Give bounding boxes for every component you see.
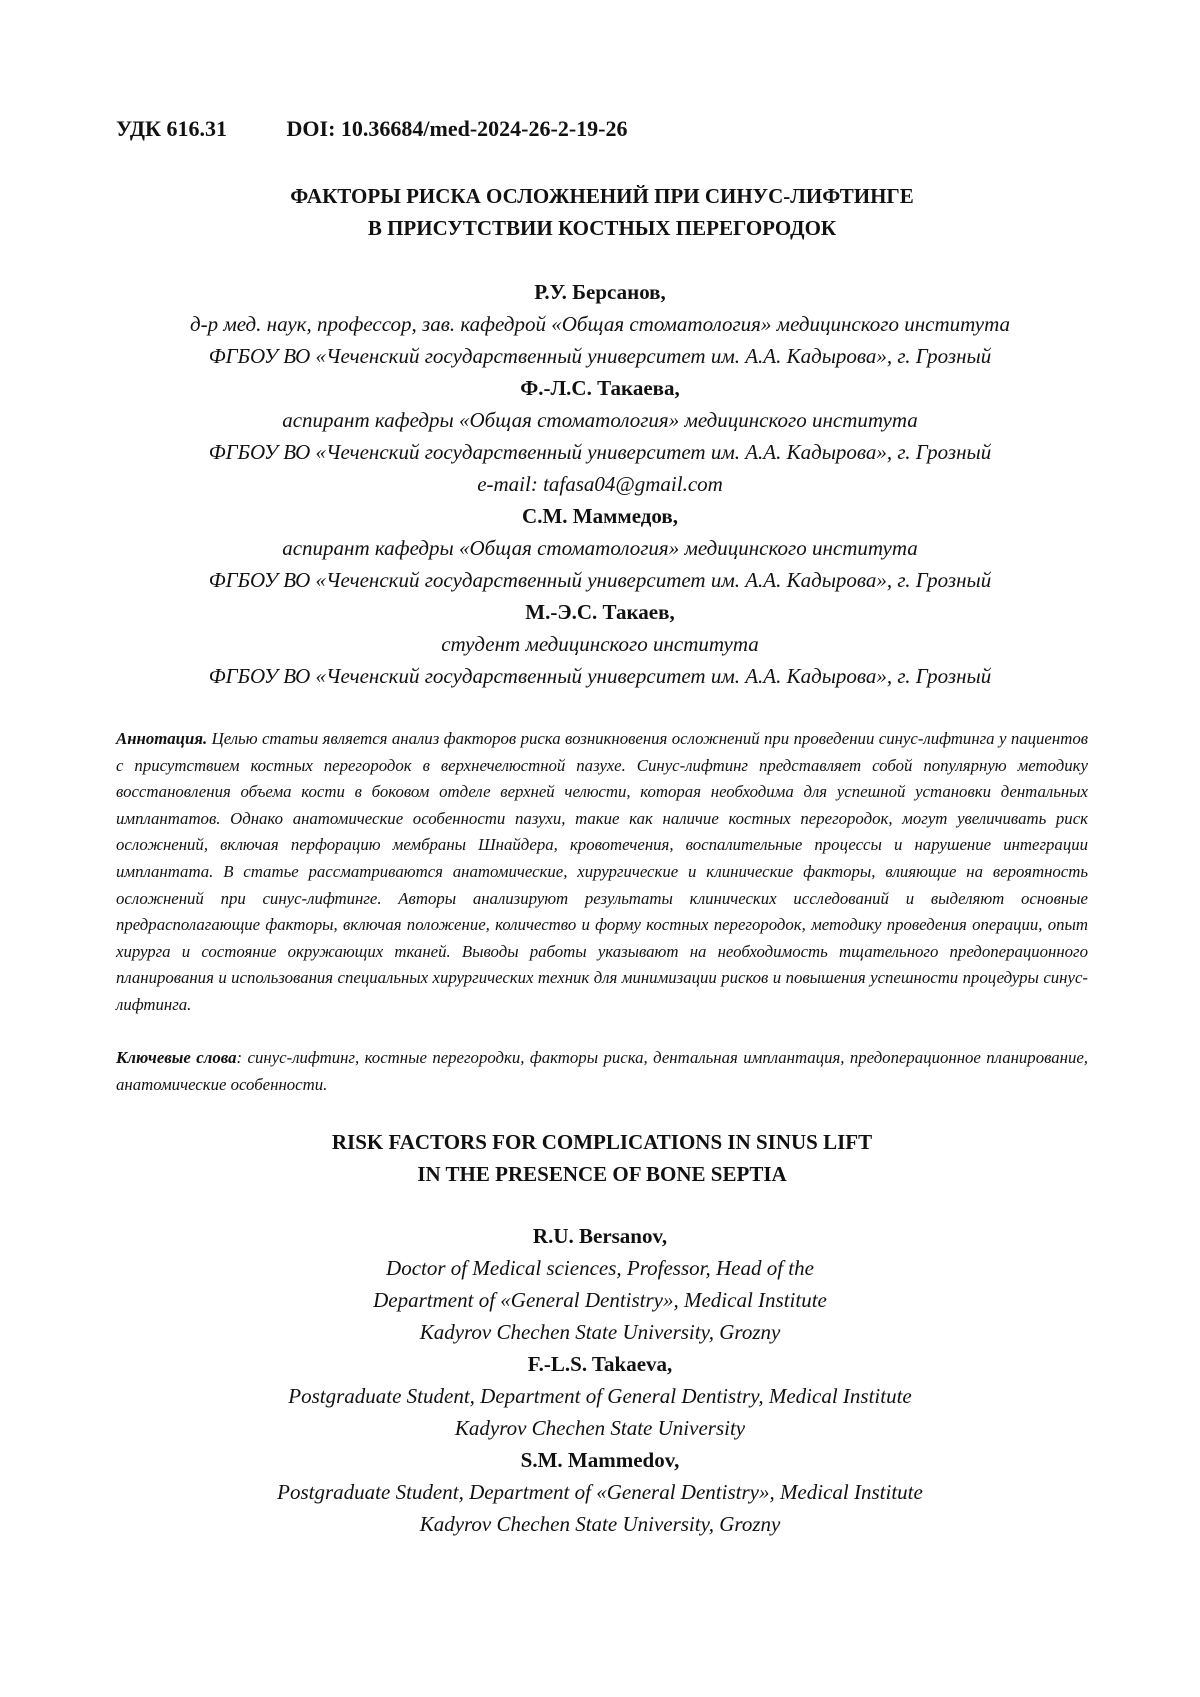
abstract-label: Аннотация. [116,729,207,748]
meta-line [116,116,627,142]
author-affiliation: Postgraduate Student, Department of General Dentistry, Medical Institute [100,1380,1100,1412]
doi: DOI: 10.36684/med-2024-26-2-19-26 [287,116,628,141]
author-name: С.М. Маммедов, [100,500,1100,532]
author-name: F.-L.S. Takaeva, [100,1348,1100,1380]
author-name: М.-Э.С. Такаев, [100,596,1100,628]
author-affiliation: студент медицинского института [100,628,1100,660]
author-name: Ф.-Л.С. Такаева, [100,372,1100,404]
author-affiliation: аспирант кафедры «Общая стоматология» медицинского института [100,532,1100,564]
author-affiliation: Department of «General Dentistry», Medical Institute [100,1284,1100,1316]
en-title-line-1: RISK FACTORS FOR COMPLICATIONS IN SINUS LIFT [116,1126,1088,1158]
article-page [0,0,1200,1697]
author-affiliation: Kadyrov Chechen State University, Grozny [100,1508,1100,1540]
ru-title-line-1: ФАКТОРЫ РИСКА ОСЛОЖНЕНИЙ ПРИ СИНУС-ЛИФТИНГЕ [116,180,1088,212]
keywords-label: Ключевые слова [116,1048,237,1067]
author-email: e-mail: tafasa04@gmail.com [100,468,1100,500]
author-name: S.M. Mammedov, [100,1444,1100,1476]
author-affiliation: Postgraduate Student, Department of «General Dentistry», Medical Institute [100,1476,1100,1508]
author-name: R.U. Bersanov, [100,1220,1100,1252]
author-affiliation: Doctor of Medical sciences, Professor, Head of the [100,1252,1100,1284]
author-affiliation: ФГБОУ ВО «Чеченский государственный университет им. А.А. Кадырова», г. Грозный [100,564,1100,596]
author-affiliation: ФГБОУ ВО «Чеченский государственный университет им. А.А. Кадырова», г. Грозный [100,660,1100,692]
ru-title [116,180,1088,244]
author-name: Р.У. Берсанов, [100,276,1100,308]
udc-code: УДК 616.31 [116,116,227,141]
keywords [116,1045,1088,1098]
en-title [116,1126,1088,1190]
abstract-text: Целью статьи является анализ факторов риска возникновения осложнений при проведении синус-лифтинга у пациентов с присутствием костных перегородок в верхнечелюстной пазухе. Синус-лифтинг представляет собой популярную методику восстановления объема кости в боковом отделе верхней челюсти, которая необходима для успешной установки дентальных имплантатов. Однако анатомические особенности пазухи, такие как наличие костных перегородок, могут увеличивать риск осложнений, включая перфорацию мембраны Шнайдера, кровотечения, воспалительные процессы и нарушение интеграции имплантата. В статье рассматриваются анатомические, хирургические и клинические факторы, влияющие на вероятность осложнений при синус-лифтинге. Авторы анализируют результаты клинических исследований и выделяют основные предрасполагающие факторы, включая положение, количество и форму костных перегородок, методику проведения операции, опыт хирурга и состояние окружающих тканей. Выводы работы указывают на необходимость тщательного предоперационного планирования и использования специальных хирургических техник для минимизации рисков и повышения успешности процедуры синус-лифтинга. [116,729,1088,1014]
keywords-text: : синус-лифтинг, костные перегородки, факторы риска, дентальная имплантация, предоперационное планирование, анатомические особенности. [116,1048,1088,1094]
en-authors [100,1220,1100,1540]
author-affiliation: д-р мед. наук, профессор, зав. кафедрой «Общая стоматология» медицинского института [100,308,1100,340]
author-affiliation: ФГБОУ ВО «Чеченский государственный университет им. А.А. Кадырова», г. Грозный [100,340,1100,372]
ru-title-line-2: В ПРИСУТСТВИИ КОСТНЫХ ПЕРЕГОРОДОК [116,212,1088,244]
ru-authors [100,276,1100,692]
author-affiliation: Kadyrov Chechen State University [100,1412,1100,1444]
author-affiliation: ФГБОУ ВО «Чеченский государственный университет им. А.А. Кадырова», г. Грозный [100,436,1100,468]
en-title-line-2: IN THE PRESENCE OF BONE SEPTIA [116,1158,1088,1190]
abstract [116,726,1088,1019]
author-affiliation: Kadyrov Chechen State University, Grozny [100,1316,1100,1348]
author-affiliation: аспирант кафедры «Общая стоматология» медицинского института [100,404,1100,436]
